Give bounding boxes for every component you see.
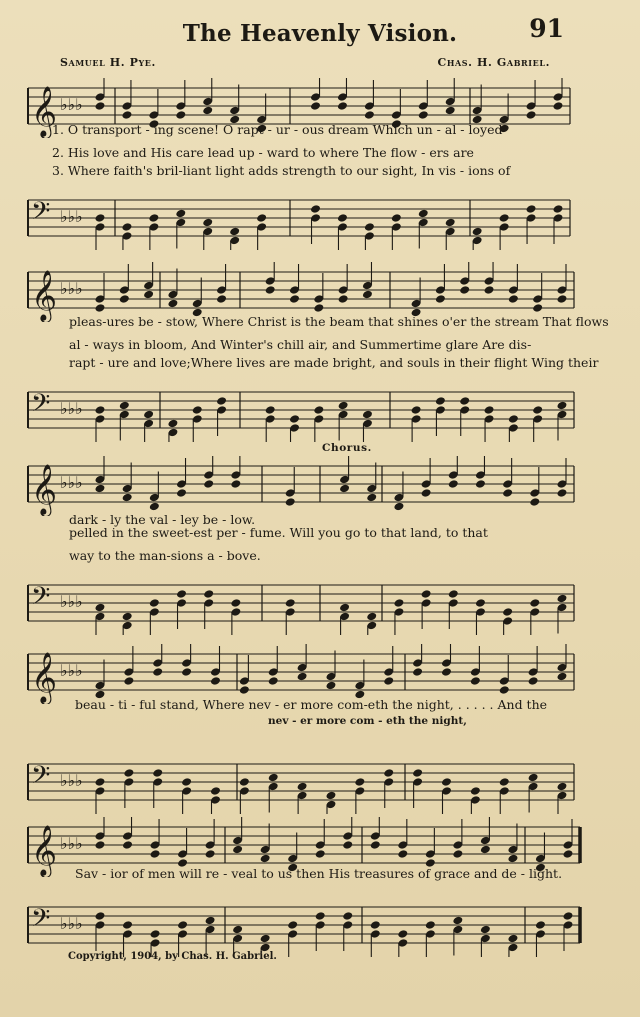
note-head xyxy=(448,589,459,599)
treble-clef-icon: 𝄞 xyxy=(31,825,58,876)
note-head xyxy=(435,294,446,304)
note-head xyxy=(459,285,470,295)
note-head xyxy=(175,209,186,219)
note-head xyxy=(122,612,133,622)
note-head xyxy=(418,209,429,219)
note-head xyxy=(202,218,213,228)
lyric-system1-verse1: 1. O transport - ing scene! O rapt - ur - ous dream Which un - al - loyed xyxy=(52,122,503,137)
staff-system-4-bass xyxy=(0,754,640,814)
note-head xyxy=(119,294,130,304)
note-head xyxy=(122,920,133,930)
note-head xyxy=(480,925,491,935)
note-head xyxy=(507,854,518,864)
note-head xyxy=(557,488,568,498)
bass-clef-icon: 𝄢 xyxy=(31,761,51,796)
bass-clef-icon: 𝄢 xyxy=(31,904,51,939)
key-signature-icon: ♭♭♭ xyxy=(60,661,83,680)
note-head xyxy=(95,303,106,313)
bass-clef-icon: 𝄢 xyxy=(31,582,51,617)
note-head xyxy=(167,299,178,309)
note-head xyxy=(268,773,279,783)
lyricist-credit: Samuel H. Pye. xyxy=(60,56,156,69)
note-head xyxy=(119,401,130,411)
note-head xyxy=(95,405,106,415)
note-head xyxy=(397,849,408,859)
note-head xyxy=(150,929,161,939)
hymn-title: The Heavenly Vision. xyxy=(182,20,458,47)
note-head xyxy=(122,493,133,503)
note-head xyxy=(210,676,221,686)
note-head xyxy=(508,294,519,304)
note-head xyxy=(150,849,161,859)
lyric-system4-line1: beau - ti - ful stand, Where nev - er more com-eth the night, . . . . . And the xyxy=(75,697,548,712)
note-head xyxy=(421,488,432,498)
lyric-system2-verse3: rapt - ure and love;Where lives are made bright, and souls in their flight Wing their xyxy=(69,355,599,370)
note-head xyxy=(143,290,154,300)
note-head xyxy=(421,589,432,599)
note-head xyxy=(475,598,486,608)
note-head xyxy=(370,920,381,930)
note-head xyxy=(175,110,186,120)
note-head xyxy=(315,911,326,921)
bass-clef-icon: 𝄢 xyxy=(31,197,51,232)
note-head xyxy=(452,849,463,859)
note-head xyxy=(499,213,510,223)
note-head xyxy=(149,502,160,512)
note-head xyxy=(459,396,470,406)
treble-clef-icon: 𝄞 xyxy=(31,270,58,321)
note-head xyxy=(563,849,574,859)
note-head xyxy=(484,285,495,295)
staff-system-3-treble xyxy=(0,456,640,516)
note-head xyxy=(239,777,250,787)
note-head xyxy=(287,920,298,930)
note-head xyxy=(149,598,160,608)
note-head xyxy=(445,218,456,228)
staff-system-1-bass xyxy=(0,190,640,250)
note-head xyxy=(256,213,267,223)
note-head xyxy=(412,768,423,778)
note-head xyxy=(557,401,568,411)
note-head xyxy=(232,925,243,935)
note-head xyxy=(313,405,324,415)
note-head xyxy=(342,840,353,850)
note-head xyxy=(557,672,568,682)
note-head xyxy=(192,405,203,415)
note-head xyxy=(499,685,510,695)
note-head xyxy=(364,222,375,232)
note-head xyxy=(297,782,308,792)
note-head xyxy=(152,667,163,677)
note-head xyxy=(310,204,321,214)
note-head xyxy=(121,222,132,232)
note-head xyxy=(557,294,568,304)
key-signature-icon: ♭♭♭ xyxy=(60,834,83,853)
note-head xyxy=(445,106,456,116)
staff-system-4-treble xyxy=(0,644,640,704)
note-head xyxy=(393,502,404,512)
note-head xyxy=(239,685,250,695)
note-head xyxy=(441,667,452,677)
note-head xyxy=(383,676,394,686)
note-head xyxy=(557,594,568,604)
key-signature-icon: ♭♭♭ xyxy=(60,473,83,492)
note-head xyxy=(95,777,106,787)
note-head xyxy=(203,479,214,489)
lyric-system3-verse3: way to the man-sions a - bove. xyxy=(69,548,261,563)
note-head xyxy=(397,929,408,939)
note-head xyxy=(362,410,373,420)
note-head xyxy=(499,777,510,787)
note-head xyxy=(337,101,348,111)
note-head xyxy=(326,791,337,801)
note-head xyxy=(181,777,192,787)
note-head xyxy=(95,213,106,223)
note-head xyxy=(507,934,518,944)
note-head xyxy=(210,786,221,796)
note-head xyxy=(412,667,423,677)
note-head xyxy=(366,493,377,503)
note-head xyxy=(152,768,163,778)
note-head xyxy=(205,916,216,926)
note-head xyxy=(216,294,227,304)
note-head xyxy=(285,598,296,608)
note-head xyxy=(95,603,106,613)
note-head xyxy=(502,488,513,498)
note-head xyxy=(326,681,337,691)
note-head xyxy=(230,479,241,489)
note-head xyxy=(216,396,227,406)
note-head xyxy=(470,676,481,686)
note-head xyxy=(122,840,133,850)
note-head xyxy=(480,845,491,855)
note-head xyxy=(205,849,216,859)
note-head xyxy=(354,777,365,787)
note-head xyxy=(260,934,271,944)
composer-credit: Chas. H. Gabriel. xyxy=(437,56,550,69)
note-head xyxy=(339,603,350,613)
note-head xyxy=(528,676,539,686)
note-head xyxy=(508,414,519,424)
note-head xyxy=(148,213,159,223)
note-head xyxy=(526,204,537,214)
note-head xyxy=(448,479,459,489)
note-head xyxy=(502,607,513,617)
note-head xyxy=(177,920,188,930)
note-head xyxy=(229,227,240,237)
note-head xyxy=(230,598,241,608)
note-head xyxy=(176,589,187,599)
key-signature-icon: ♭♭♭ xyxy=(60,592,83,611)
note-head xyxy=(553,101,564,111)
note-head xyxy=(265,405,276,415)
note-head xyxy=(470,786,481,796)
lyric-system2-verse1: pleas-ures be - stow, Where Christ is the beam that shines o'er the stream That flows xyxy=(69,314,609,329)
key-signature-icon: ♭♭♭ xyxy=(60,279,83,298)
note-head xyxy=(532,303,543,313)
note-head xyxy=(338,401,349,411)
note-head xyxy=(265,285,276,295)
note-head xyxy=(452,916,463,926)
key-signature-icon: ♭♭♭ xyxy=(60,914,83,933)
note-head xyxy=(411,405,422,415)
note-head xyxy=(95,484,106,494)
chorus-label: Chorus. xyxy=(322,442,372,454)
lyric-system3-verse2: pelled in the sweet-est per - fume. Will you go to that land, to that xyxy=(69,525,488,540)
note-head xyxy=(313,303,324,313)
key-signature-icon: ♭♭♭ xyxy=(60,207,83,226)
note-head xyxy=(535,920,546,930)
treble-clef-icon: 𝄞 xyxy=(31,86,58,137)
key-signature-icon: ♭♭♭ xyxy=(60,399,83,418)
treble-clef-icon: 𝄞 xyxy=(31,464,58,515)
note-head xyxy=(526,110,537,120)
note-head xyxy=(370,840,381,850)
staff-system-3-bass xyxy=(0,575,640,635)
note-head xyxy=(167,419,178,429)
note-head xyxy=(435,396,446,406)
note-head xyxy=(529,497,540,507)
note-head xyxy=(425,920,436,930)
note-head xyxy=(472,227,483,237)
staff-system-2-bass xyxy=(0,382,640,442)
note-head xyxy=(532,405,543,415)
note-head xyxy=(553,204,564,214)
treble-clef-icon: 𝄞 xyxy=(31,652,58,703)
page-number: 91 xyxy=(529,14,564,43)
lyric-system3-verse1: dark - ly the val - ley be - low. xyxy=(69,512,256,527)
note-head xyxy=(528,773,539,783)
note-head xyxy=(268,676,279,686)
staff-system-5-bass xyxy=(0,897,640,957)
bass-clef-icon: 𝄢 xyxy=(31,389,51,424)
note-head xyxy=(418,110,429,120)
note-head xyxy=(383,768,394,778)
note-head xyxy=(95,101,106,111)
note-head xyxy=(202,106,213,116)
lyric-system1-verse3: 3. Where faith's bril-liant light adds strength to our sight, In vis - ions of xyxy=(52,163,511,178)
note-head xyxy=(297,672,308,682)
note-head xyxy=(366,612,377,622)
note-head xyxy=(123,676,134,686)
note-head xyxy=(123,768,134,778)
lyric-system1-verse2: 2. His love and His care lead up - ward to where The flow - ers are xyxy=(52,145,474,160)
note-head xyxy=(484,405,495,415)
note-head xyxy=(315,849,326,859)
lyric-system4-line2: nev - er more com - eth the night, xyxy=(268,715,467,727)
note-head xyxy=(393,598,404,608)
note-head xyxy=(285,497,296,507)
note-head xyxy=(441,777,452,787)
lyric-system2-verse2: al - ways in bloom, And Winter's chill air, and Summertime glare Are dis- xyxy=(69,337,532,352)
note-head xyxy=(529,598,540,608)
staff-system-2-treble xyxy=(0,262,640,322)
note-head xyxy=(475,479,486,489)
note-head xyxy=(310,101,321,111)
note-head xyxy=(181,667,192,677)
note-head xyxy=(362,290,373,300)
lyric-system5-line1: Sav - ior of men will re - veal to us then His treasures of grace and de - light. xyxy=(75,866,563,881)
note-head xyxy=(95,911,106,921)
note-head xyxy=(203,589,214,599)
note-head xyxy=(289,414,300,424)
note-head xyxy=(260,854,271,864)
note-head xyxy=(338,294,349,304)
note-head xyxy=(176,488,187,498)
note-head xyxy=(339,484,350,494)
note-head xyxy=(337,213,348,223)
key-signature-icon: ♭♭♭ xyxy=(60,95,83,114)
note-head xyxy=(563,911,574,921)
note-head xyxy=(557,782,568,792)
note-head xyxy=(232,845,243,855)
copyright-notice: Copyright, 1904, by Chas. H. Gabriel. xyxy=(68,951,277,962)
note-head xyxy=(364,110,375,120)
note-head xyxy=(342,911,353,921)
key-signature-icon: ♭♭♭ xyxy=(60,771,83,790)
note-head xyxy=(289,294,300,304)
note-head xyxy=(143,410,154,420)
note-head xyxy=(391,213,402,223)
note-head xyxy=(95,840,106,850)
note-head xyxy=(121,110,132,120)
